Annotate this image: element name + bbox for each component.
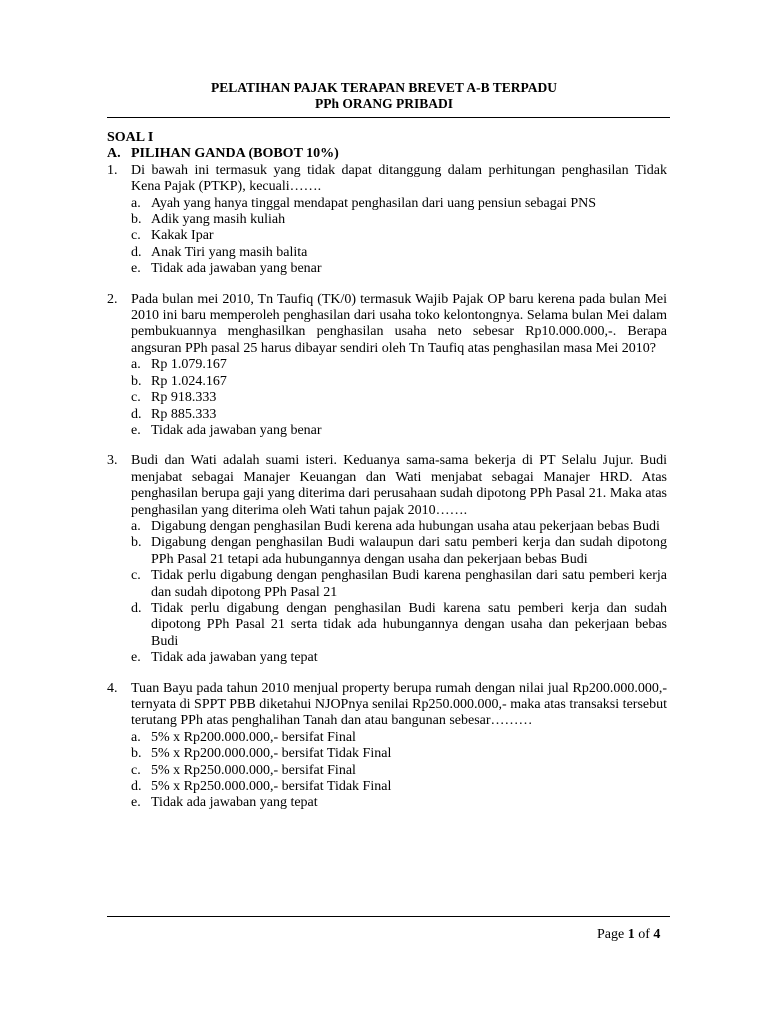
option-text: Rp 1.079.167: [151, 357, 227, 373]
page-current: 1: [627, 927, 635, 942]
answer-option: [131, 196, 667, 212]
section-title: PILIHAN GANDA (BOBOT 10%): [131, 146, 339, 162]
question-list: [107, 163, 667, 812]
answer-option: [131, 535, 667, 568]
option-letter: c.: [131, 568, 141, 584]
section-heading: [107, 146, 667, 162]
answer-option: [131, 212, 667, 228]
question-item: [107, 453, 667, 666]
question-body: [131, 163, 667, 278]
answer-option: [131, 568, 667, 601]
header-divider: [107, 117, 670, 118]
question-body: [131, 292, 667, 440]
question-text: Di bawah ini termasuk yang tidak dapat ditanggung dalam perhitungan penghasilan Tidak Kena Pajak (PTKP), kecuali…….: [131, 162, 667, 195]
option-text: Tidak ada jawaban yang tepat: [151, 795, 318, 811]
question-item: [107, 681, 667, 812]
answer-option: [131, 763, 667, 779]
option-text: Anak Tiri yang masih balita: [151, 244, 308, 260]
option-text: Rp 918.333: [151, 390, 217, 406]
document-header: [0, 80, 768, 112]
answer-option: [131, 730, 667, 746]
answer-option: [131, 746, 667, 762]
option-text: Ayah yang hanya tinggal mendapat penghasilan dari uang pensiun sebagai PNS: [151, 195, 597, 211]
option-text: Tidak ada jawaban yang benar: [151, 261, 322, 277]
question-number: 1.: [107, 162, 118, 178]
page-of-label: of: [634, 927, 654, 942]
option-letter: c.: [131, 390, 141, 406]
option-letter: e.: [131, 795, 141, 811]
option-text: Rp 885.333: [151, 406, 217, 422]
document-body: [107, 130, 667, 812]
option-letter: b.: [131, 535, 142, 551]
option-text: Tidak perlu digabung dengan penghasilan Budi karena satu pemberi kerja dan sudah dipotong PPh Pasal 21 serta tidak ada hubungannya dengan usaha dan pekerjaan bebas Budi: [151, 600, 667, 649]
option-text: Adik yang masih kuliah: [151, 212, 286, 228]
question-number: 3.: [107, 453, 118, 469]
option-letter: a.: [131, 729, 141, 745]
option-letter: d.: [131, 779, 142, 795]
page-number: [597, 927, 667, 943]
answer-option: [131, 390, 667, 406]
answer-option: [131, 601, 667, 650]
question-number: 4.: [107, 680, 118, 696]
question-body: [131, 681, 667, 812]
header-title: PELATIHAN PAJAK TERAPAN BREVET A-B TERPADU: [211, 80, 557, 95]
answer-option: [131, 779, 667, 795]
option-letter: a.: [131, 518, 141, 534]
option-letter: e.: [131, 261, 141, 277]
question-number: 2.: [107, 291, 118, 307]
answer-option: [131, 357, 667, 373]
answer-option: [131, 519, 667, 535]
section-letter: A.: [107, 146, 121, 162]
question-text: Pada bulan mei 2010, Tn Taufiq (TK/0) termasuk Wajib Pajak OP baru kerena pada bulan Mei 2010 ini baru memperoleh penghasilan dari usaha toko kelontongnya. Selama bulan Mei dalam pembukuannya menghasilkan penghasilan usaha neto sebesar Rp10.000.000,-. Berapa angsuran PPh pasal 25 harus dibayar sendiri oleh Tn Taufiq atas penghasilan masa Mei 2010?: [131, 291, 667, 356]
option-letter: c.: [131, 228, 141, 244]
option-letter: a.: [131, 195, 141, 211]
option-text: Tidak ada jawaban yang tepat: [151, 650, 318, 666]
option-letter: d.: [131, 406, 142, 422]
answer-option: [131, 374, 667, 390]
answer-option: [131, 407, 667, 423]
option-letter: e.: [131, 422, 141, 438]
option-text: 5% x Rp250.000.000,- bersifat Tidak Final: [151, 779, 392, 795]
question-body: [131, 453, 667, 666]
soal-title: SOAL I: [107, 130, 154, 145]
option-text: Rp 1.024.167: [151, 373, 227, 389]
question-text: Budi dan Wati adalah suami isteri. Keduanya sama-sama bekerja di PT Selalu Jujur. Budi menjabat sebagai Manajer Keuangan dan Wati menjabat sebagai Manajer HRD. Atas penghasilan berupa gaji yang diterima dari perusahaan sudah dipotong PPh Pasal 21. Maka atas penghasilan yang diterima oleh Wati tahun pajak 2010…….: [131, 453, 667, 518]
header-subtitle: PPh ORANG PRIBADI: [314, 96, 453, 111]
option-text: Digabung dengan penghasilan Budi walaupun dari satu pemberi kerja dan sudah dipotong PPh Pasal 21 tetapi ada hubungannya dengan usaha dan pekerjaan bebas Budi: [151, 535, 667, 567]
answer-option: [131, 423, 667, 439]
page-total: 4: [653, 927, 661, 942]
question-text: Tuan Bayu pada tahun 2010 menjual property berupa rumah dengan nilai jual Rp200.000.000,- ternyata di SPPT PBB diketahui NJOPnya senilai Rp250.000.000,- maka atas transaksi tersebut terutang PPh atas penghalihan Tanah dan atau bangunan sebesar………: [131, 680, 667, 729]
option-letter: d.: [131, 600, 142, 616]
answer-option: [131, 245, 667, 261]
option-text: 5% x Rp250.000.000,- bersifat Final: [151, 762, 356, 778]
footer-divider: [107, 916, 670, 917]
option-text: Digabung dengan penghasilan Budi kerena ada hubungan usaha atau pekerjaan bebas Budi: [151, 518, 660, 534]
page-label: Page: [597, 927, 628, 942]
answer-option: [131, 261, 667, 277]
option-letter: d.: [131, 244, 142, 260]
option-text: 5% x Rp200.000.000,- bersifat Tidak Final: [151, 746, 392, 762]
answer-option: [131, 795, 667, 811]
question-item: [107, 163, 667, 278]
option-letter: b.: [131, 373, 142, 389]
option-letter: c.: [131, 762, 141, 778]
question-item: [107, 292, 667, 440]
answer-option: [131, 650, 667, 666]
answer-option: [131, 228, 667, 244]
option-letter: b.: [131, 746, 142, 762]
option-text: 5% x Rp200.000.000,- bersifat Final: [151, 729, 356, 745]
option-letter: a.: [131, 357, 141, 373]
option-text: Tidak ada jawaban yang benar: [151, 422, 322, 438]
option-text: Tidak perlu digabung dengan penghasilan Budi karena penghasilan dari satu pemberi kerja dan sudah dipotong PPh Pasal 21: [151, 568, 667, 600]
option-text: Kakak Ipar: [151, 228, 214, 244]
option-letter: b.: [131, 212, 142, 228]
option-letter: e.: [131, 650, 141, 666]
